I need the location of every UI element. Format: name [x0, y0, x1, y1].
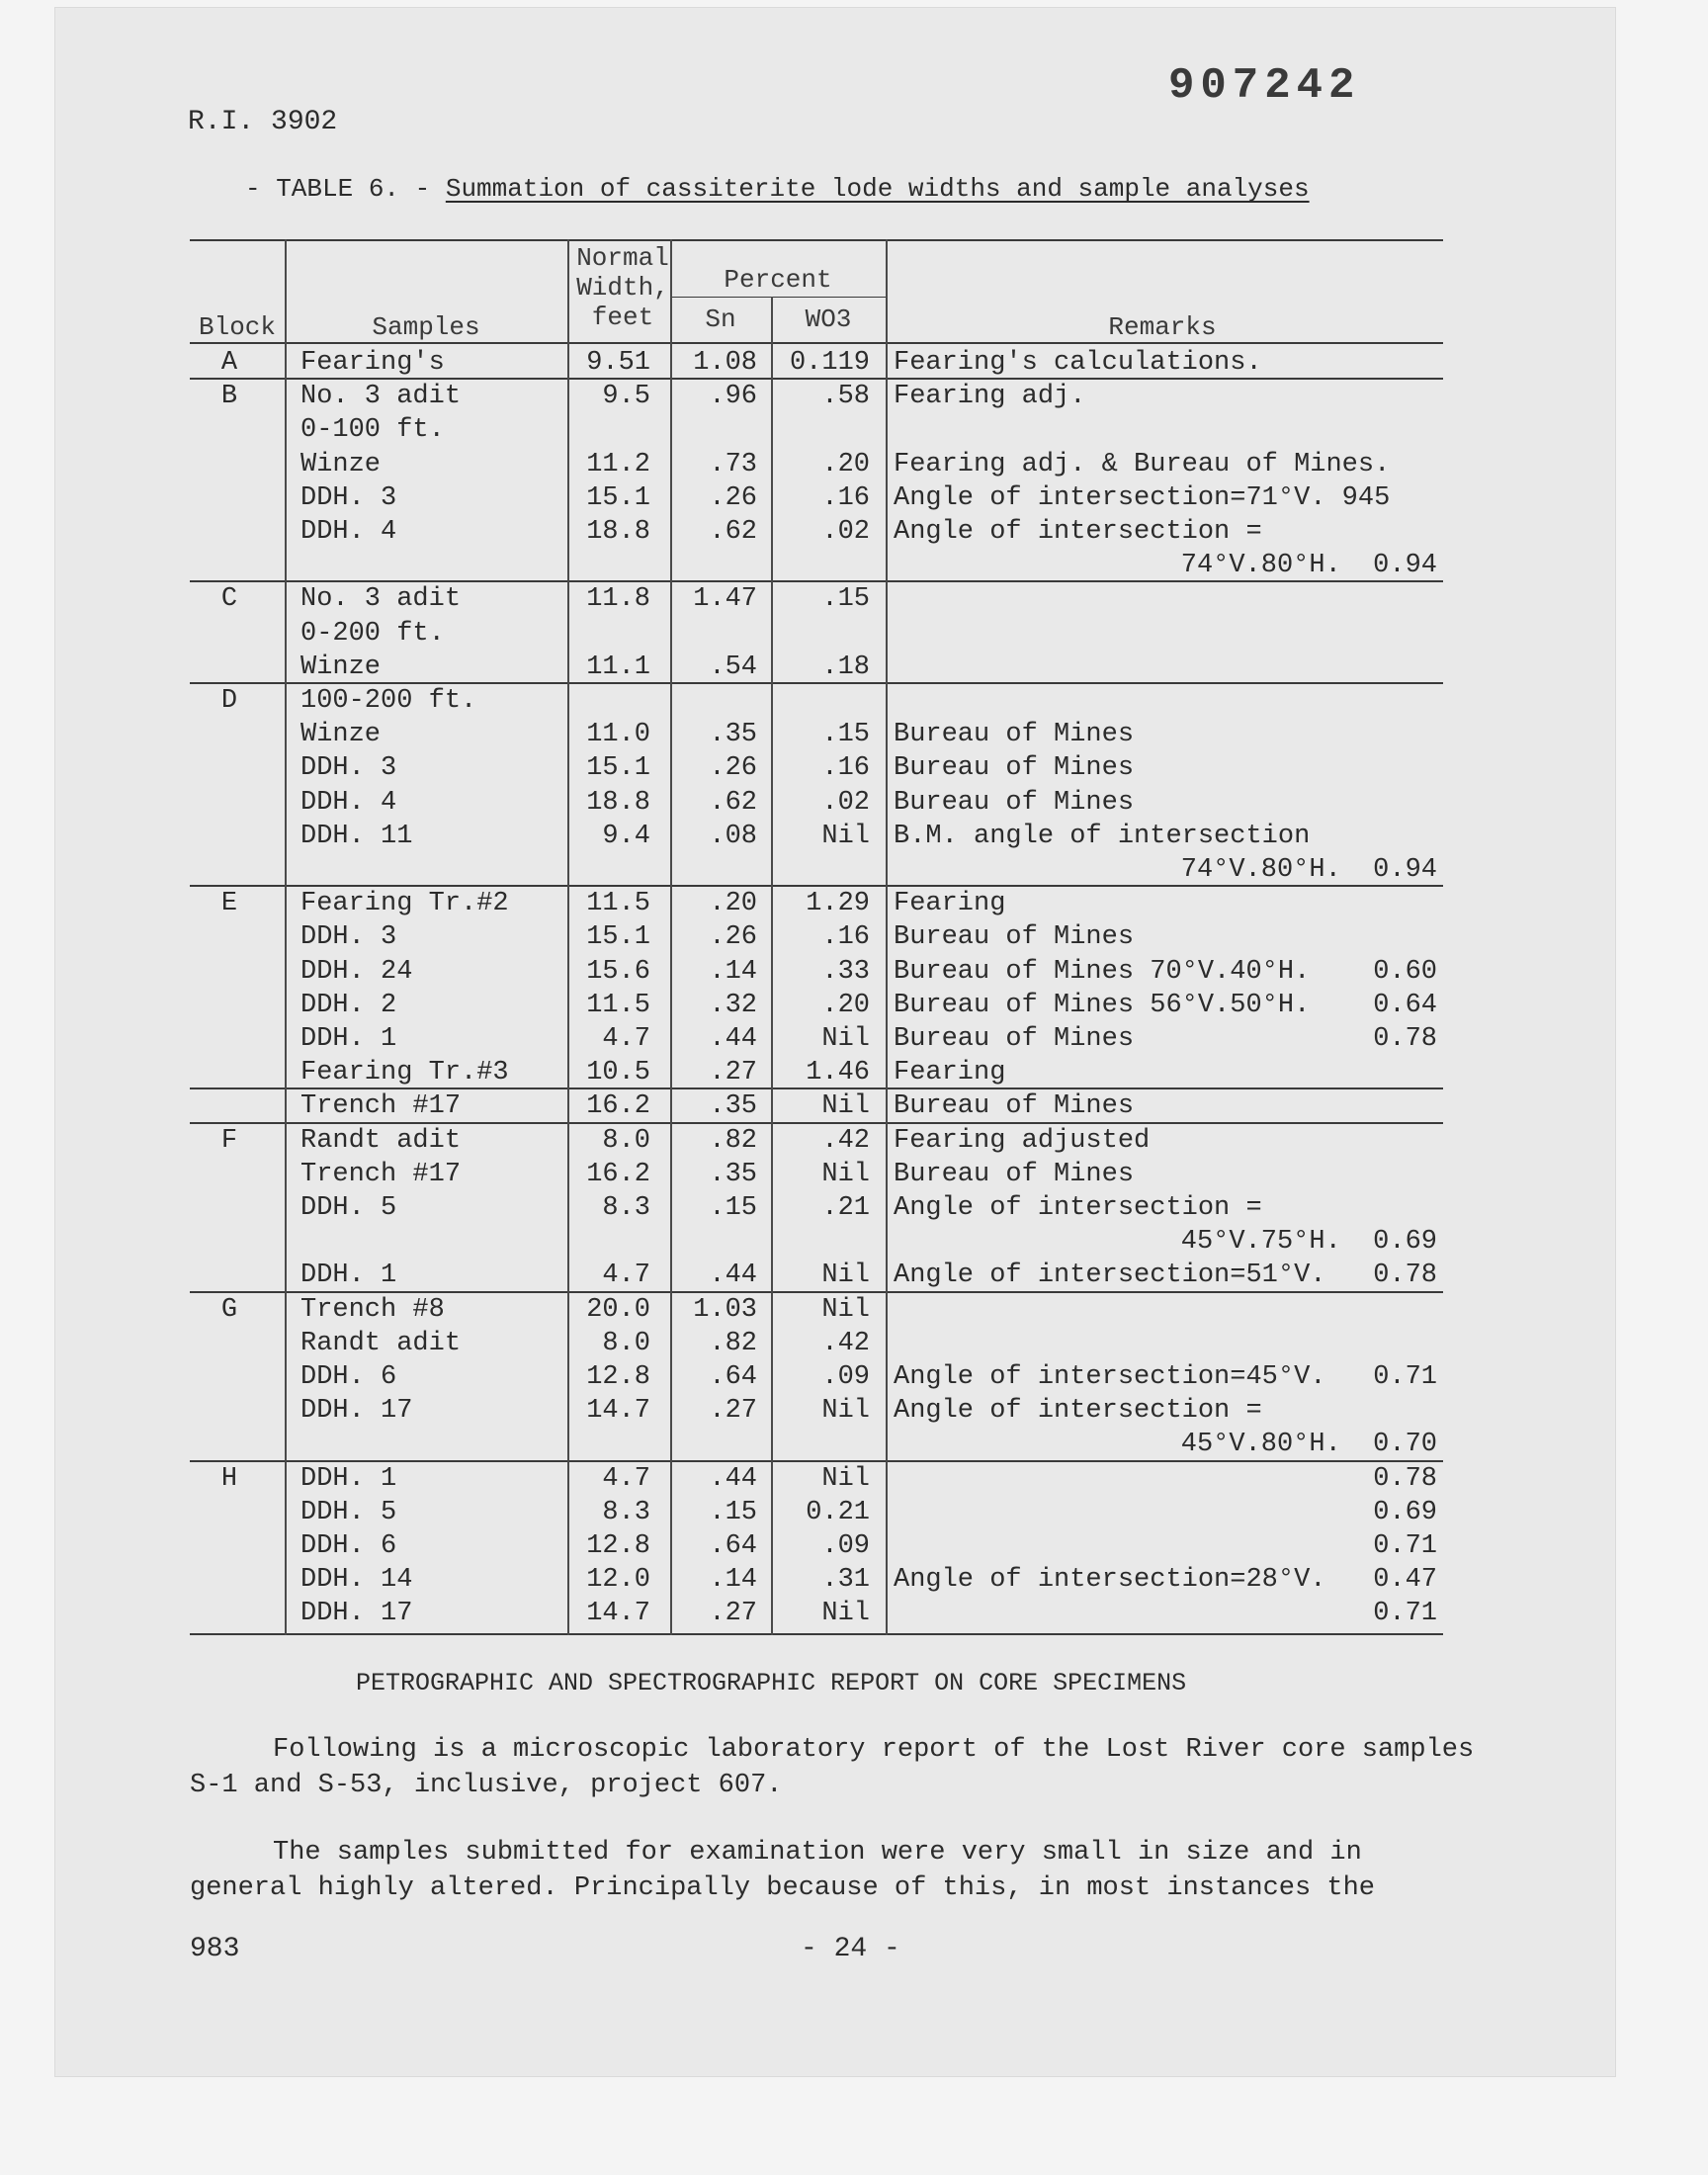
percent-rule: [670, 297, 886, 298]
cell-sample: Randt adit: [300, 1125, 462, 1156]
cell-wo3: 0.119: [789, 348, 870, 378]
cell-sn: .20: [709, 889, 757, 919]
cell-wo3: .02: [821, 517, 870, 547]
group-rule: [190, 1122, 1443, 1124]
cell-remark: Fearing: [894, 1058, 1006, 1088]
cell-sample: Fearing Tr.#3: [300, 1058, 509, 1088]
cell-width: 8.3: [602, 1497, 650, 1527]
cell-width: 8.0: [602, 1328, 650, 1358]
cell-wo3: .16: [821, 482, 870, 513]
cell-sn: .35: [709, 1159, 757, 1189]
cell-sn: .62: [709, 787, 757, 818]
cell-remark: Fearing: [894, 889, 1006, 919]
cell-sample: Trench #17: [300, 1091, 462, 1122]
cell-remark: Angle of intersection=51°V.: [894, 1261, 1326, 1291]
cell-sample: DDH. 14: [300, 1565, 413, 1596]
cell-sn: .35: [709, 1091, 757, 1122]
cell-width: 11.2: [586, 449, 650, 479]
cell-width: 9.5: [602, 382, 650, 412]
cell-wo3: Nil: [821, 821, 870, 851]
cell-sample: No. 3 adit: [300, 382, 462, 412]
column-rule: [771, 297, 773, 1635]
cell-block: C: [220, 584, 238, 615]
cell-sample: DDH. 24: [300, 956, 413, 987]
cell-width: 4.7: [602, 1463, 650, 1494]
cell-remark: Bureau of Mines: [894, 1091, 1135, 1122]
cell-sample: DDH. 4: [300, 787, 397, 818]
group-rule: [190, 885, 1443, 887]
cell-sample: Trench #17: [300, 1159, 462, 1189]
cell-block: A: [220, 348, 238, 378]
column-rule: [670, 239, 672, 1635]
cell-sn: .26: [709, 482, 757, 513]
cell-sample: DDH. 3: [300, 753, 397, 784]
cell-remark: Fearing adjusted: [894, 1125, 1151, 1156]
cell-sn: .64: [709, 1531, 757, 1561]
cell-remark-value: 45°V.80°H. 0.70: [1180, 1430, 1437, 1460]
cell-sn: 1.03: [693, 1294, 757, 1325]
cell-width: 16.2: [586, 1091, 650, 1122]
cell-sn: .82: [709, 1125, 757, 1156]
cell-sn: .35: [709, 720, 757, 750]
cell-remark: Bureau of Mines: [894, 753, 1135, 784]
cell-wo3: 1.29: [806, 889, 870, 919]
cell-sample: DDH. 2: [300, 990, 397, 1020]
column-rule: [886, 239, 888, 1635]
cell-remark: Angle of intersection=71°V. 945: [894, 482, 1391, 513]
cell-wo3: Nil: [821, 1599, 870, 1629]
cell-sample: DDH. 17: [300, 1599, 413, 1629]
cell-sn: .14: [709, 956, 757, 987]
cell-sn: .44: [709, 1463, 757, 1494]
cell-wo3: Nil: [821, 1294, 870, 1325]
header-remarks: Remarks: [1108, 312, 1217, 342]
data-table: [190, 239, 1443, 1629]
cell-remark: Fearing's calculations.: [894, 348, 1262, 378]
table-bottom-rule: [190, 1633, 1443, 1635]
cell-wo3: Nil: [821, 1159, 870, 1189]
cell-sample: DDH. 6: [300, 1531, 397, 1561]
cell-sample: DDH. 17: [300, 1396, 413, 1427]
cell-sn: .26: [709, 753, 757, 784]
cell-wo3: 0.21: [806, 1497, 870, 1527]
cell-remark-value: 0.69: [1373, 1497, 1437, 1527]
caption-prefix: - TABLE 6. -: [245, 174, 446, 204]
group-rule: [190, 580, 1443, 582]
cell-sn: .82: [709, 1328, 757, 1358]
cell-sample: DDH. 5: [300, 1193, 397, 1223]
cell-width: 14.7: [586, 1396, 650, 1427]
cell-wo3: .31: [821, 1565, 870, 1596]
cell-sample: DDH. 1: [300, 1024, 397, 1054]
cell-remark-value: 0.71: [1373, 1362, 1437, 1392]
cell-remark: Bureau of Mines: [894, 1159, 1135, 1189]
column-rule: [567, 239, 569, 1635]
cell-width: 15.1: [586, 482, 650, 513]
header-bottom-rule: [190, 342, 1443, 344]
cell-sample: DDH. 1: [300, 1261, 397, 1291]
header-width: Normal Width, feet: [576, 243, 669, 332]
cell-sample: Winze: [300, 449, 382, 479]
cell-width: 12.8: [586, 1531, 650, 1561]
paragraph-1: Following is a microscopic laboratory report of the Lost River core samples S-1 and S-53, inclusive, project 607.: [190, 1735, 1475, 1800]
cell-sn: .54: [709, 652, 757, 682]
cell-remark: Bureau of Mines 56°V.50°H.: [894, 990, 1311, 1020]
cell-width: 14.7: [586, 1599, 650, 1629]
cell-sample: Fearing Tr.#2: [300, 889, 509, 919]
cell-remark-value: 0.60: [1373, 956, 1437, 987]
cell-wo3: .20: [821, 990, 870, 1020]
page-number: - 24 -: [801, 1934, 900, 1964]
column-rule: [285, 239, 287, 1635]
cell-remark-value: 0.64: [1373, 990, 1437, 1020]
cell-wo3: .16: [821, 753, 870, 784]
cell-block: E: [220, 889, 238, 919]
cell-wo3: Nil: [821, 1261, 870, 1291]
cell-wo3: Nil: [821, 1396, 870, 1427]
cell-wo3: Nil: [821, 1463, 870, 1494]
cell-width: 15.6: [586, 956, 650, 987]
cell-wo3: .02: [821, 787, 870, 818]
cell-wo3: .18: [821, 652, 870, 682]
cell-width: 4.7: [602, 1024, 650, 1054]
footer-code: 983: [190, 1934, 240, 1964]
cell-wo3: Nil: [821, 1024, 870, 1054]
cell-remark: Bureau of Mines: [894, 720, 1135, 750]
cell-width: 11.1: [586, 652, 650, 682]
cell-remark-value: 0.78: [1373, 1024, 1437, 1054]
cell-wo3: .21: [821, 1193, 870, 1223]
cell-width: 9.51: [586, 348, 650, 378]
cell-remark-value: 0.78: [1373, 1463, 1437, 1494]
cell-sample: DDH. 3: [300, 482, 397, 513]
cell-width: 16.2: [586, 1159, 650, 1189]
cell-sample: Winze: [300, 652, 382, 682]
cell-wo3: .42: [821, 1328, 870, 1358]
cell-wo3: 1.46: [806, 1058, 870, 1088]
cell-sn: .27: [709, 1058, 757, 1088]
cell-wo3: .09: [821, 1362, 870, 1392]
group-rule: [190, 378, 1443, 380]
cell-block: B: [220, 382, 238, 412]
cell-sample: 0-100 ft.: [300, 415, 445, 446]
cell-width: 11.5: [586, 990, 650, 1020]
group-rule: [190, 682, 1443, 684]
cell-remark: B.M. angle of intersection: [894, 821, 1311, 851]
header-percent: Percent: [724, 265, 832, 295]
section-title: PETROGRAPHIC AND SPECTROGRAPHIC REPORT ON CORE SPECIMENS: [356, 1669, 1187, 1697]
cell-sample: DDH. 6: [300, 1362, 397, 1392]
cell-sn: .15: [709, 1193, 757, 1223]
cell-sn: 1.08: [693, 348, 757, 378]
cell-block: F: [220, 1125, 238, 1156]
cell-wo3: .15: [821, 584, 870, 615]
header-block: Block: [198, 312, 276, 342]
cell-block: G: [220, 1294, 238, 1325]
cell-sn: .96: [709, 382, 757, 412]
cell-width: 12.0: [586, 1565, 650, 1596]
cell-remark: Bureau of Mines: [894, 787, 1135, 818]
cell-remark-value: 0.71: [1373, 1599, 1437, 1629]
cell-remark: Angle of intersection =: [894, 517, 1262, 547]
cell-remark-value: 0.71: [1373, 1531, 1437, 1561]
cell-remark-value: 0.78: [1373, 1261, 1437, 1291]
cell-sn: .14: [709, 1565, 757, 1596]
cell-remark: Bureau of Mines: [894, 922, 1135, 953]
cell-sn: .73: [709, 449, 757, 479]
cell-sample: No. 3 adit: [300, 584, 462, 615]
table-caption: [245, 174, 1310, 204]
cell-remark-value: 0.47: [1373, 1565, 1437, 1596]
cell-sample: DDH. 3: [300, 922, 397, 953]
cell-remark-value: 74°V.80°H. 0.94: [1180, 551, 1437, 581]
cell-sn: .44: [709, 1024, 757, 1054]
cell-wo3: .16: [821, 922, 870, 953]
table-top-rule: [190, 239, 1443, 241]
cell-remark: Fearing adj. & Bureau of Mines.: [894, 449, 1391, 479]
cell-sample: Randt adit: [300, 1328, 462, 1358]
cell-width: 10.5: [586, 1058, 650, 1088]
cell-remark: Angle of intersection =: [894, 1193, 1262, 1223]
document-number: 907242: [1168, 61, 1361, 111]
cell-sn: .44: [709, 1261, 757, 1291]
paragraph-2: The samples submitted for examination were very small in size and in general highly altered. Principally because of this, in most instances the: [190, 1838, 1375, 1903]
cell-wo3: .58: [821, 382, 870, 412]
cell-sn: .27: [709, 1599, 757, 1629]
cell-sample: DDH. 4: [300, 517, 397, 547]
cell-sample: Trench #8: [300, 1294, 445, 1325]
cell-sample: Fearing's: [300, 348, 445, 378]
cell-remark: Angle of intersection=45°V.: [894, 1362, 1326, 1392]
cell-sample: DDH. 1: [300, 1463, 397, 1494]
cell-remark: Bureau of Mines 70°V.40°H.: [894, 956, 1311, 987]
group-rule: [190, 1291, 1443, 1293]
cell-sn: .26: [709, 922, 757, 953]
cell-width: 8.0: [602, 1125, 650, 1156]
cell-wo3: .42: [821, 1125, 870, 1156]
cell-width: 15.1: [586, 922, 650, 953]
cell-block: D: [220, 686, 238, 716]
cell-sn: .62: [709, 517, 757, 547]
cell-width: 15.1: [586, 753, 650, 784]
cell-remark: Angle of intersection =: [894, 1396, 1262, 1427]
cell-sn: .27: [709, 1396, 757, 1427]
cell-width: 9.4: [602, 821, 650, 851]
cell-wo3: .15: [821, 720, 870, 750]
cell-sn: 1.47: [693, 584, 757, 615]
cell-width: 18.8: [586, 517, 650, 547]
cell-sn: .08: [709, 821, 757, 851]
cell-sample: 100-200 ft.: [300, 686, 477, 716]
cell-remark: Bureau of Mines: [894, 1024, 1135, 1054]
cell-width: 11.5: [586, 889, 650, 919]
cell-block: H: [220, 1463, 238, 1494]
cell-remark-value: 74°V.80°H. 0.94: [1180, 855, 1437, 885]
cell-sample: DDH. 5: [300, 1497, 397, 1527]
cell-wo3: .09: [821, 1531, 870, 1561]
cell-sn: .15: [709, 1497, 757, 1527]
cell-remark: Angle of intersection=28°V.: [894, 1565, 1326, 1596]
cell-width: 11.0: [586, 720, 650, 750]
cell-remark: Fearing adj.: [894, 382, 1086, 412]
header-sn: Sn: [705, 304, 736, 334]
cell-width: 8.3: [602, 1193, 650, 1223]
cell-sample: Winze: [300, 720, 382, 750]
cell-remark-value: 45°V.75°H. 0.69: [1180, 1227, 1437, 1258]
cell-wo3: Nil: [821, 1091, 870, 1122]
cell-wo3: .33: [821, 956, 870, 987]
cell-width: 11.8: [586, 584, 650, 615]
header-wo3: WO3: [805, 304, 852, 334]
report-id: R.I. 3902: [188, 107, 338, 137]
cell-width: 18.8: [586, 787, 650, 818]
cell-sample: 0-200 ft.: [300, 618, 445, 649]
header-samples: Samples: [372, 312, 480, 342]
group-rule: [190, 1460, 1443, 1462]
cell-width: 20.0: [586, 1294, 650, 1325]
cell-sn: .32: [709, 990, 757, 1020]
cell-width: 12.8: [586, 1362, 650, 1392]
cell-width: 4.7: [602, 1261, 650, 1291]
cell-sample: DDH. 11: [300, 821, 413, 851]
cell-wo3: .20: [821, 449, 870, 479]
group-rule: [190, 1088, 1443, 1089]
caption-title: Summation of cassiterite lode widths and sample analyses: [445, 174, 1310, 204]
cell-sn: .64: [709, 1362, 757, 1392]
